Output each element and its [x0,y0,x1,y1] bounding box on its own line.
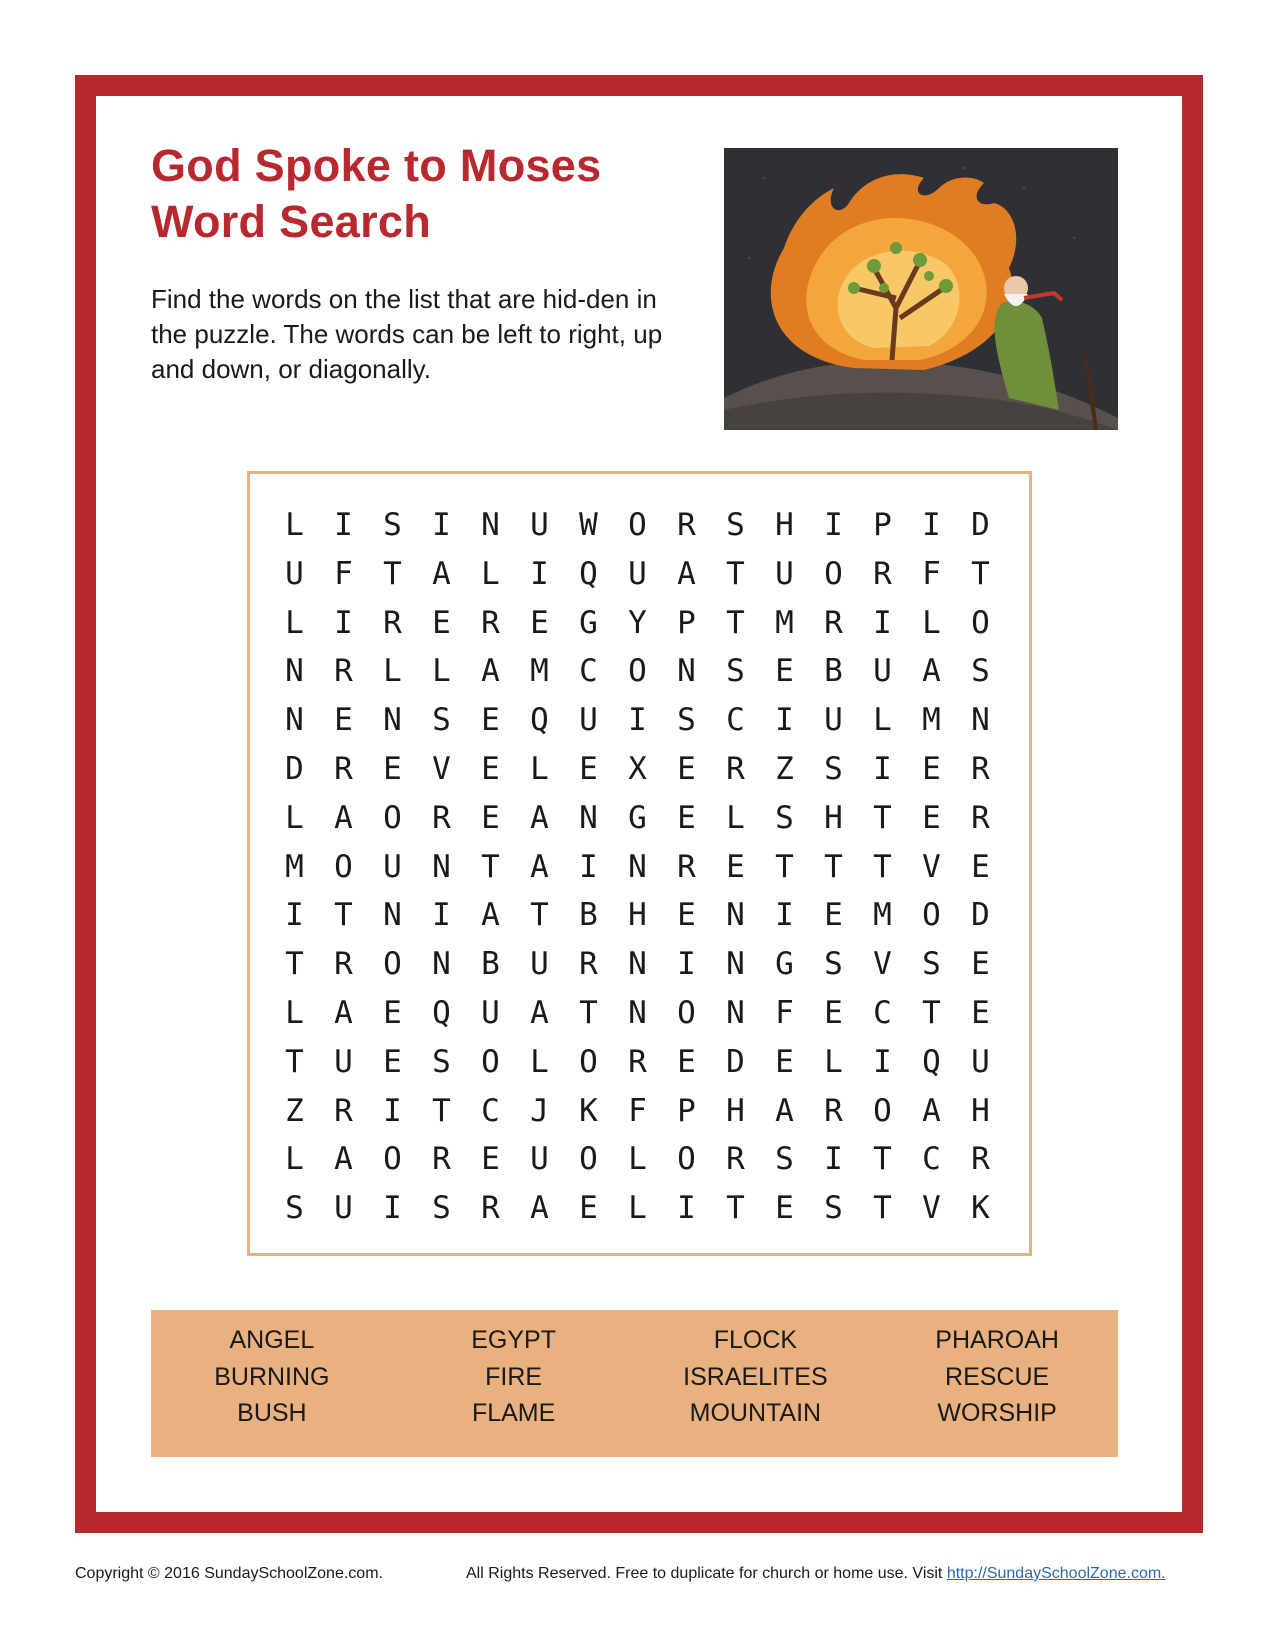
grid-letter: R [481,1190,500,1227]
grid-letter: E [677,1043,696,1080]
grid-letter: T [726,555,745,592]
grid-letter: R [971,1141,990,1178]
grid-letter: J [530,1092,549,1129]
grid-letter: R [726,1141,745,1178]
grid-letter: L [432,653,451,690]
grid-letter: N [971,702,990,739]
grid-letter: M [285,848,304,885]
grid-letter: I [824,1141,843,1178]
grid-letter: E [824,897,843,934]
word-bank-item: ISRAELITES [683,1362,828,1391]
word-search-grid [270,501,1005,1233]
grid-letter: T [971,555,990,592]
grid-letter: N [383,702,402,739]
grid-letter: R [628,1043,647,1080]
word-bank-item: WORSHIP [937,1399,1057,1427]
grid-letter: R [481,604,500,641]
grid-letter: W [579,507,598,543]
grid-letter: M [922,702,941,739]
grid-letter: L [726,799,745,836]
grid-letter: Q [579,555,598,592]
grid-letter: E [432,604,451,641]
grid-letter: S [677,702,696,739]
grid-letter: R [383,604,402,641]
grid-letter: R [334,653,353,690]
title-line-2: Word Search [151,196,432,247]
grid-letter: H [971,1092,990,1129]
copyright-text: Copyright © 2016 SundaySchoolZone.com. [75,1565,383,1582]
grid-letter: N [628,994,647,1031]
grid-letter: N [579,799,598,836]
grid-letter: E [922,799,941,836]
grid-letter: T [579,994,598,1031]
grid-letter: N [726,994,745,1031]
rights-text [466,1565,1166,1583]
grid-letter: R [824,604,843,641]
grid-letter: S [775,799,794,836]
grid-letter: M [873,897,892,934]
grid-letter: M [775,604,794,641]
grid-letter: L [481,555,500,592]
grid-letter: V [922,848,941,885]
grid-letter: R [971,750,990,787]
grid-letter: I [873,1043,892,1080]
grid-letter: I [432,897,451,934]
grid-letter: S [285,1190,304,1227]
grid-letter: O [383,946,402,983]
grid-letter: N [628,946,647,983]
grid-letter: R [432,1141,451,1178]
grid-letter: E [677,750,696,787]
grid-letter: R [971,799,990,836]
grid-letter: A [334,799,353,836]
grid-letter: C [873,994,892,1031]
grid-letter: B [824,653,843,690]
grid-letter: R [432,799,451,836]
grid-letter: N [285,653,304,690]
grid-letter: O [628,653,647,690]
grid-letter: L [285,604,304,641]
grid-letter: E [530,604,549,641]
grid-letter: Y [628,604,647,641]
grid-letter: H [824,799,843,836]
grid-letter: E [383,994,402,1031]
grid-letter: F [334,555,353,592]
grid-letter: U [579,702,598,739]
grid-letter: N [726,897,745,934]
grid-letter: R [677,848,696,885]
grid-letter: B [579,897,598,934]
grid-letter: E [775,1043,794,1080]
grid-letter: O [628,507,647,543]
grid-letter: U [628,555,647,592]
grid-letter: E [579,1190,598,1227]
grid-letter: C [481,1092,500,1129]
grid-letter: S [383,507,402,543]
grid-letter: U [481,994,500,1031]
word-bank-item: FLAME [471,1399,556,1427]
grid-letter: T [873,1190,892,1227]
grid-letter: U [530,946,549,983]
grid-letter: U [285,555,304,592]
grid-letter: O [824,555,843,592]
grid-letter: X [628,750,647,787]
grid-letter: U [873,653,892,690]
grid-letter: S [922,946,941,983]
grid-letter: B [481,946,500,983]
grid-letter: A [775,1092,794,1129]
grid-letter: P [677,1092,696,1129]
grid-letter: K [579,1092,598,1129]
grid-letter: P [873,507,892,543]
grid-letter: N [432,946,451,983]
grid-letter: T [285,1043,304,1080]
grid-letter: V [432,750,451,787]
word-bank-item: BUSH [237,1399,307,1427]
grid-letter: S [775,1141,794,1178]
grid-letter: A [530,1190,549,1227]
grid-letter: Q [432,994,451,1031]
grid-letter: I [383,1190,402,1227]
grid-letter: D [285,750,304,787]
grid-letter: N [432,848,451,885]
grid-letter: R [677,507,696,543]
grid-letter: U [824,702,843,739]
grid-letter: F [775,994,794,1031]
grid-letter: T [726,1190,745,1227]
grid-letter: E [677,897,696,934]
grid-letter: L [922,604,941,641]
grid-letter: S [824,750,843,787]
grid-letter: T [726,604,745,641]
grid-letter: R [334,1092,353,1129]
grid-letter: I [530,555,549,592]
grid-letter: E [971,848,990,885]
grid-letter: A [530,848,549,885]
grid-letter: Z [775,750,794,787]
word-bank-column [154,1322,390,1457]
grid-letter: I [432,507,451,543]
word-bank-item: MOUNTAIN [689,1399,822,1427]
grid-letter: O [922,897,941,934]
grid-letter: R [334,750,353,787]
grid-letter: O [579,1141,598,1178]
grid-letter: R [873,555,892,592]
grid-letter: F [628,1092,647,1129]
grid-letter: N [383,897,402,934]
grid-letter: C [579,653,598,690]
grid-letter: A [334,1141,353,1178]
grid-letter: K [971,1190,990,1227]
grid-letter: Z [285,1092,304,1129]
grid-letter: D [726,1043,745,1080]
grid-letter: O [579,1043,598,1080]
grid-letter: E [481,1141,500,1178]
grid-letter: E [677,799,696,836]
word-bank-column [637,1322,873,1457]
grid-letter: V [922,1190,941,1227]
grid-letter: C [922,1141,941,1178]
grid-letter: A [922,1092,941,1129]
grid-letter: G [775,946,794,983]
word-bank-column [879,1322,1115,1457]
grid-letter: I [824,507,843,543]
grid-letter: I [873,604,892,641]
word-bank [151,1310,1118,1457]
grid-letter: L [285,1141,304,1178]
burning-bush-illustration [724,148,1118,430]
grid-letter: E [481,799,500,836]
grid-letter: F [922,555,941,592]
grid-letter: U [530,507,549,543]
grid-letter: O [873,1092,892,1129]
grid-letter: N [481,507,500,543]
grid-letter: E [579,750,598,787]
word-bank-item: EGYPT [471,1326,556,1354]
grid-letter: E [481,702,500,739]
grid-letter: E [334,702,353,739]
grid-letter: O [383,799,402,836]
grid-letter: M [530,653,549,690]
grid-letter: L [530,1043,549,1080]
grid-letter: R [334,946,353,983]
grid-letter: H [726,1092,745,1129]
grid-letter: I [628,702,647,739]
grid-letter: I [334,507,353,543]
site-link[interactable]: http://SundaySchoolZone.com. [946,1565,1166,1582]
grid-letter: L [628,1190,647,1227]
grid-letter: N [726,946,745,983]
grid-letter: E [775,653,794,690]
grid-letter: I [334,604,353,641]
grid-letter: E [383,1043,402,1080]
grid-letter: A [530,799,549,836]
grid-letter: R [824,1092,843,1129]
grid-letter: O [481,1043,500,1080]
grid-letter: A [481,653,500,690]
grid-letter: T [481,848,500,885]
grid-letter: T [334,897,353,934]
grid-letter: S [824,946,843,983]
grid-letter: S [432,1190,451,1227]
grid-letter: T [873,1141,892,1178]
grid-letter: E [971,946,990,983]
grid-letter: L [285,507,304,543]
grid-letter: T [530,897,549,934]
grid-letter: N [677,653,696,690]
grid-letter: U [971,1043,990,1080]
grid-letter: S [971,653,990,690]
grid-letter: E [824,994,843,1031]
grid-letter: S [726,653,745,690]
grid-letter: S [432,702,451,739]
grid-letter: S [824,1190,843,1227]
grid-letter: G [579,604,598,641]
page-title [151,138,711,250]
grid-letter: L [383,653,402,690]
grid-letter: Q [922,1043,941,1080]
grid-letter: L [285,799,304,836]
grid-letter: I [285,897,304,934]
word-bank-item: BURNING [214,1362,330,1391]
grid-letter: U [334,1190,353,1227]
grid-letter: R [579,946,598,983]
title-line-1: God Spoke to Moses [151,140,602,191]
grid-letter: E [383,750,402,787]
grid-letter: I [873,750,892,787]
grid-letter: S [432,1043,451,1080]
grid-letter: T [383,555,402,592]
grid-letter: R [726,750,745,787]
grid-letter: T [873,848,892,885]
grid-letter: G [628,799,647,836]
grid-letter: E [922,750,941,787]
grid-letter: A [481,897,500,934]
rights-statement: All Rights Reserved. Free to duplicate for church or home use. Visit [466,1565,947,1582]
grid-letter: D [971,897,990,934]
grid-letter: L [285,994,304,1031]
grid-letter: I [677,946,696,983]
grid-letter: S [726,507,745,543]
grid-letter: T [873,799,892,836]
grid-letter: U [383,848,402,885]
grid-letter: N [628,848,647,885]
word-bank-item: RESCUE [945,1362,1050,1391]
grid-letter: A [432,555,451,592]
grid-letter: L [824,1043,843,1080]
word-bank-item: PHAROAH [935,1326,1059,1354]
grid-letter: L [628,1141,647,1178]
word-bank-column [396,1322,632,1457]
grid-letter: O [677,994,696,1031]
grid-letter: U [334,1043,353,1080]
grid-letter: I [677,1190,696,1227]
grid-letter: T [922,994,941,1031]
grid-letter: L [873,702,892,739]
word-bank-item: ANGEL [229,1326,315,1354]
grid-letter: E [726,848,745,885]
grid-letter: C [726,702,745,739]
grid-letter: E [481,750,500,787]
grid-letter: E [775,1190,794,1227]
grid-letter: U [775,555,794,592]
grid-letter: T [775,848,794,885]
grid-letter: D [971,507,990,543]
grid-letter: H [775,507,794,543]
grid-letter: H [628,897,647,934]
grid-letter: I [775,702,794,739]
grid-letter: A [677,555,696,592]
grid-letter: Q [530,702,549,739]
grid-letter: N [285,702,304,739]
grid-letter: I [775,897,794,934]
grid-letter: T [824,848,843,885]
grid-letter: P [677,604,696,641]
grid-letter: I [579,848,598,885]
grid-letter: U [530,1141,549,1178]
grid-letter: V [873,946,892,983]
instructions-text: Find the words on the list that are hid-den in the puzzle. The words can be left to right, up and down, or diagonally. [151,284,663,384]
grid-letter: T [432,1092,451,1129]
grid-letter: A [334,994,353,1031]
grid-letter: A [922,653,941,690]
grid-letter: O [383,1141,402,1178]
grid-letter: E [971,994,990,1031]
word-bank-item: FIRE [485,1362,543,1391]
grid-letter: I [383,1092,402,1129]
grid-letter: A [530,994,549,1031]
grid-letter: O [334,848,353,885]
grid-letter: L [530,750,549,787]
grid-letter: T [285,946,304,983]
grid-letter: O [677,1141,696,1178]
word-bank-item: FLOCK [713,1326,798,1354]
grid-letter: O [971,604,990,641]
grid-letter: I [922,507,941,543]
